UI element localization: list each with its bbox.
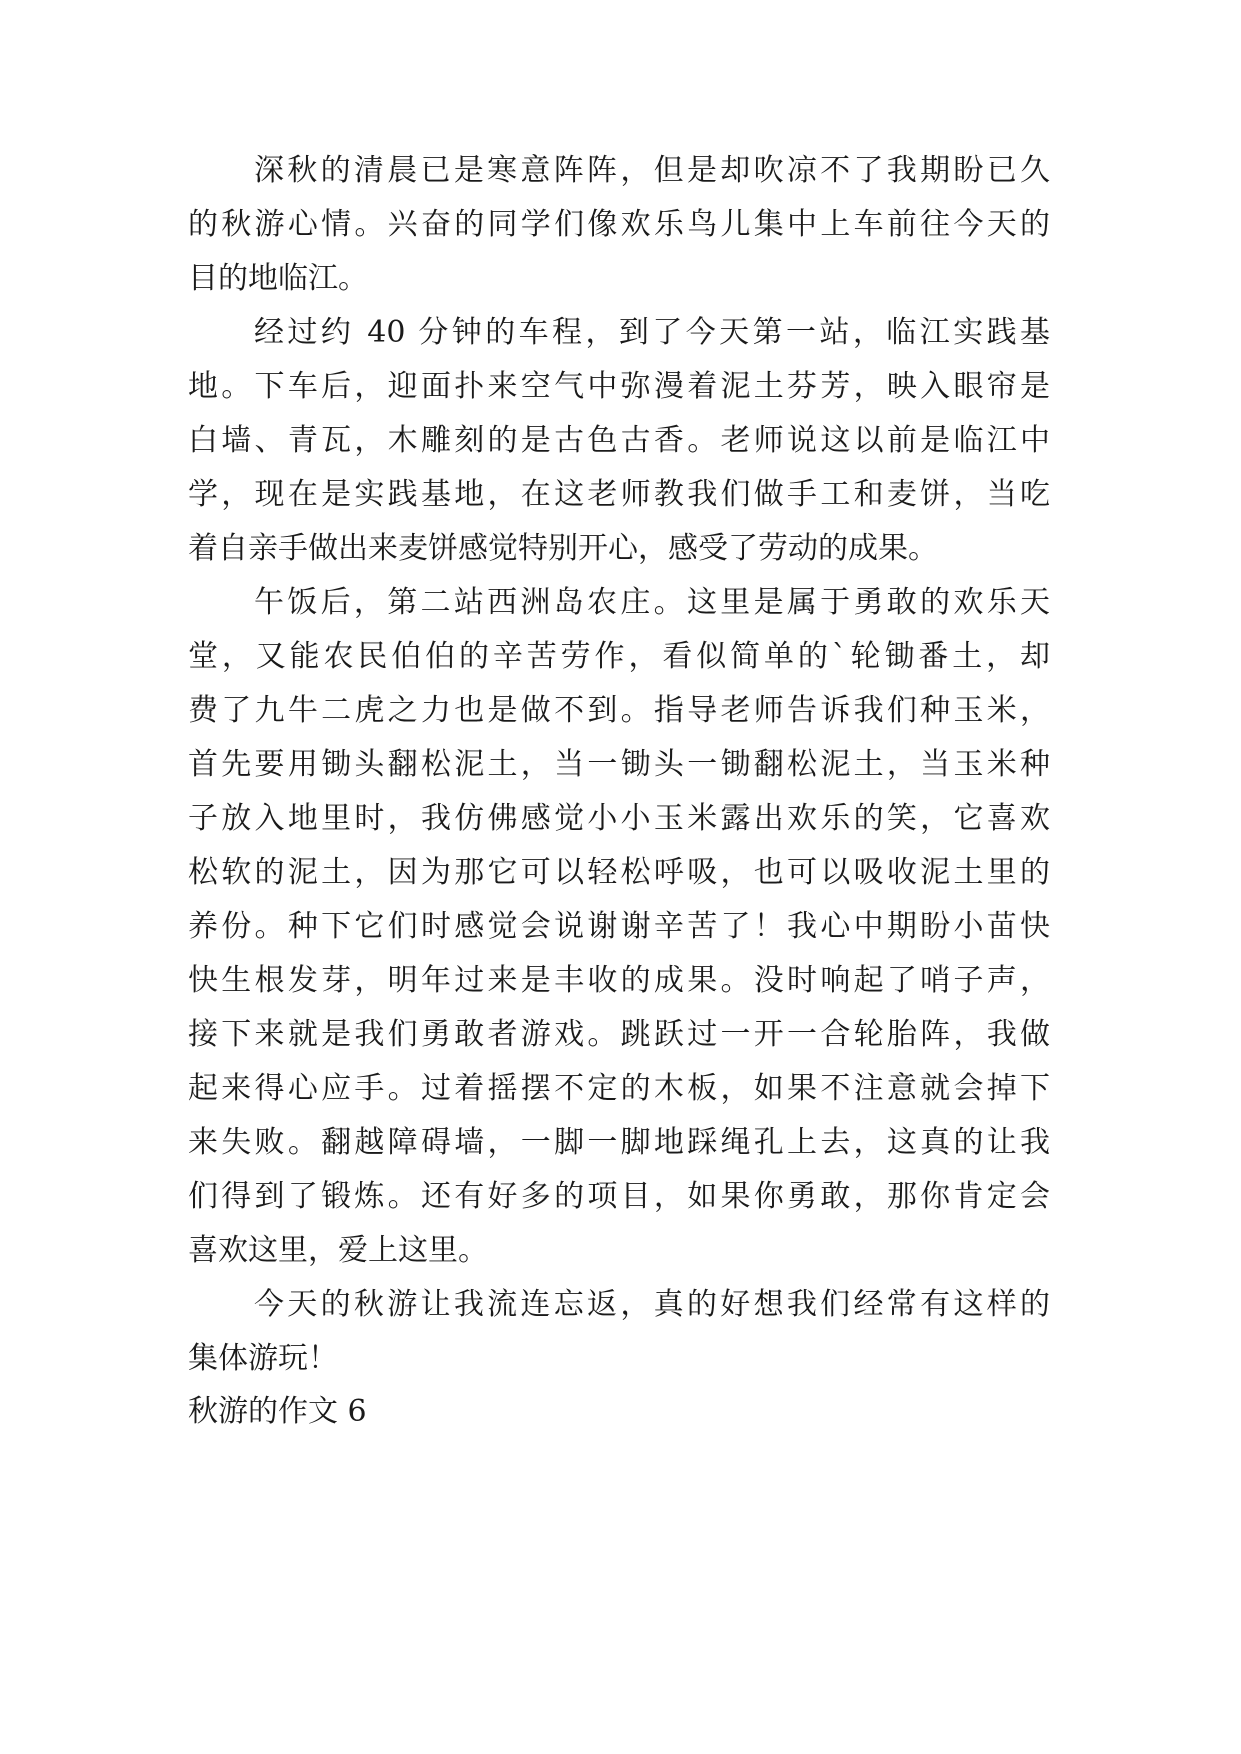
text-line: 接下来就是我们勇敢者游戏。跳跃过一开一合轮胎阵，我做 [188,1017,1050,1052]
text-line: 起来得心应手。过着摇摆不定的木板，如果不注意就会掉下 [188,1071,1050,1106]
text-line: 经过约 40 分钟的车程，到了今天第一站，临江实践基 [254,315,1050,350]
text-line: 学，现在是实践基地，在这老师教我们做手工和麦饼，当吃 [188,477,1050,512]
text-line: 费了九牛二虎之力也是做不到。指导老师告诉我们种玉米， [188,693,1050,728]
text-line: 今天的秋游让我流连忘返，真的好想我们经常有这样的 [254,1287,1050,1322]
text-line: 深秋的清晨已是寒意阵阵，但是却吹凉不了我期盼已久 [254,153,1050,188]
text-line: 首先要用锄头翻松泥土，当一锄头一锄翻松泥土，当玉米种 [188,747,1050,782]
text-line: 着自亲手做出来麦饼感觉特别开心，感受了劳动的成果。 [188,531,938,566]
text-line: 白墙、青瓦，木雕刻的是古色古香。老师说这以前是临江中 [188,423,1050,458]
text-line: 堂，又能农民伯伯的辛苦劳作，看似简单的`轮锄番土，却 [188,639,1050,674]
text-line: 集体游玩！ [188,1341,338,1376]
text-line: 来失败。翻越障碍墙，一脚一脚地踩绳孔上去，这真的让我 [188,1125,1050,1160]
text-line: 午饭后，第二站西洲岛农庄。这里是属于勇敢的欢乐天 [254,585,1050,620]
section-heading: 秋游的作文 6 [188,1394,367,1429]
text-line: 喜欢这里，爱上这里。 [188,1233,488,1268]
text-line: 目的地临江。 [188,261,368,296]
text-line: 松软的泥土，因为那它可以轻松呼吸，也可以吸收泥土里的 [188,855,1050,890]
text-line: 的秋游心情。兴奋的同学们像欢乐鸟儿集中上车前往今天的 [188,207,1050,242]
text-line: 地。下车后，迎面扑来空气中弥漫着泥土芬芳，映入眼帘是 [188,369,1050,404]
text-line: 们得到了锻炼。还有好多的项目，如果你勇敢，那你肯定会 [188,1179,1050,1214]
text-line: 子放入地里时，我仿佛感觉小小玉米露出欢乐的笑，它喜欢 [188,801,1050,836]
text-line: 养份。种下它们时感觉会说谢谢辛苦了！我心中期盼小苗快 [188,909,1050,944]
text-line: 快生根发芽，明年过来是丰收的成果。没时响起了哨子声， [188,963,1050,998]
